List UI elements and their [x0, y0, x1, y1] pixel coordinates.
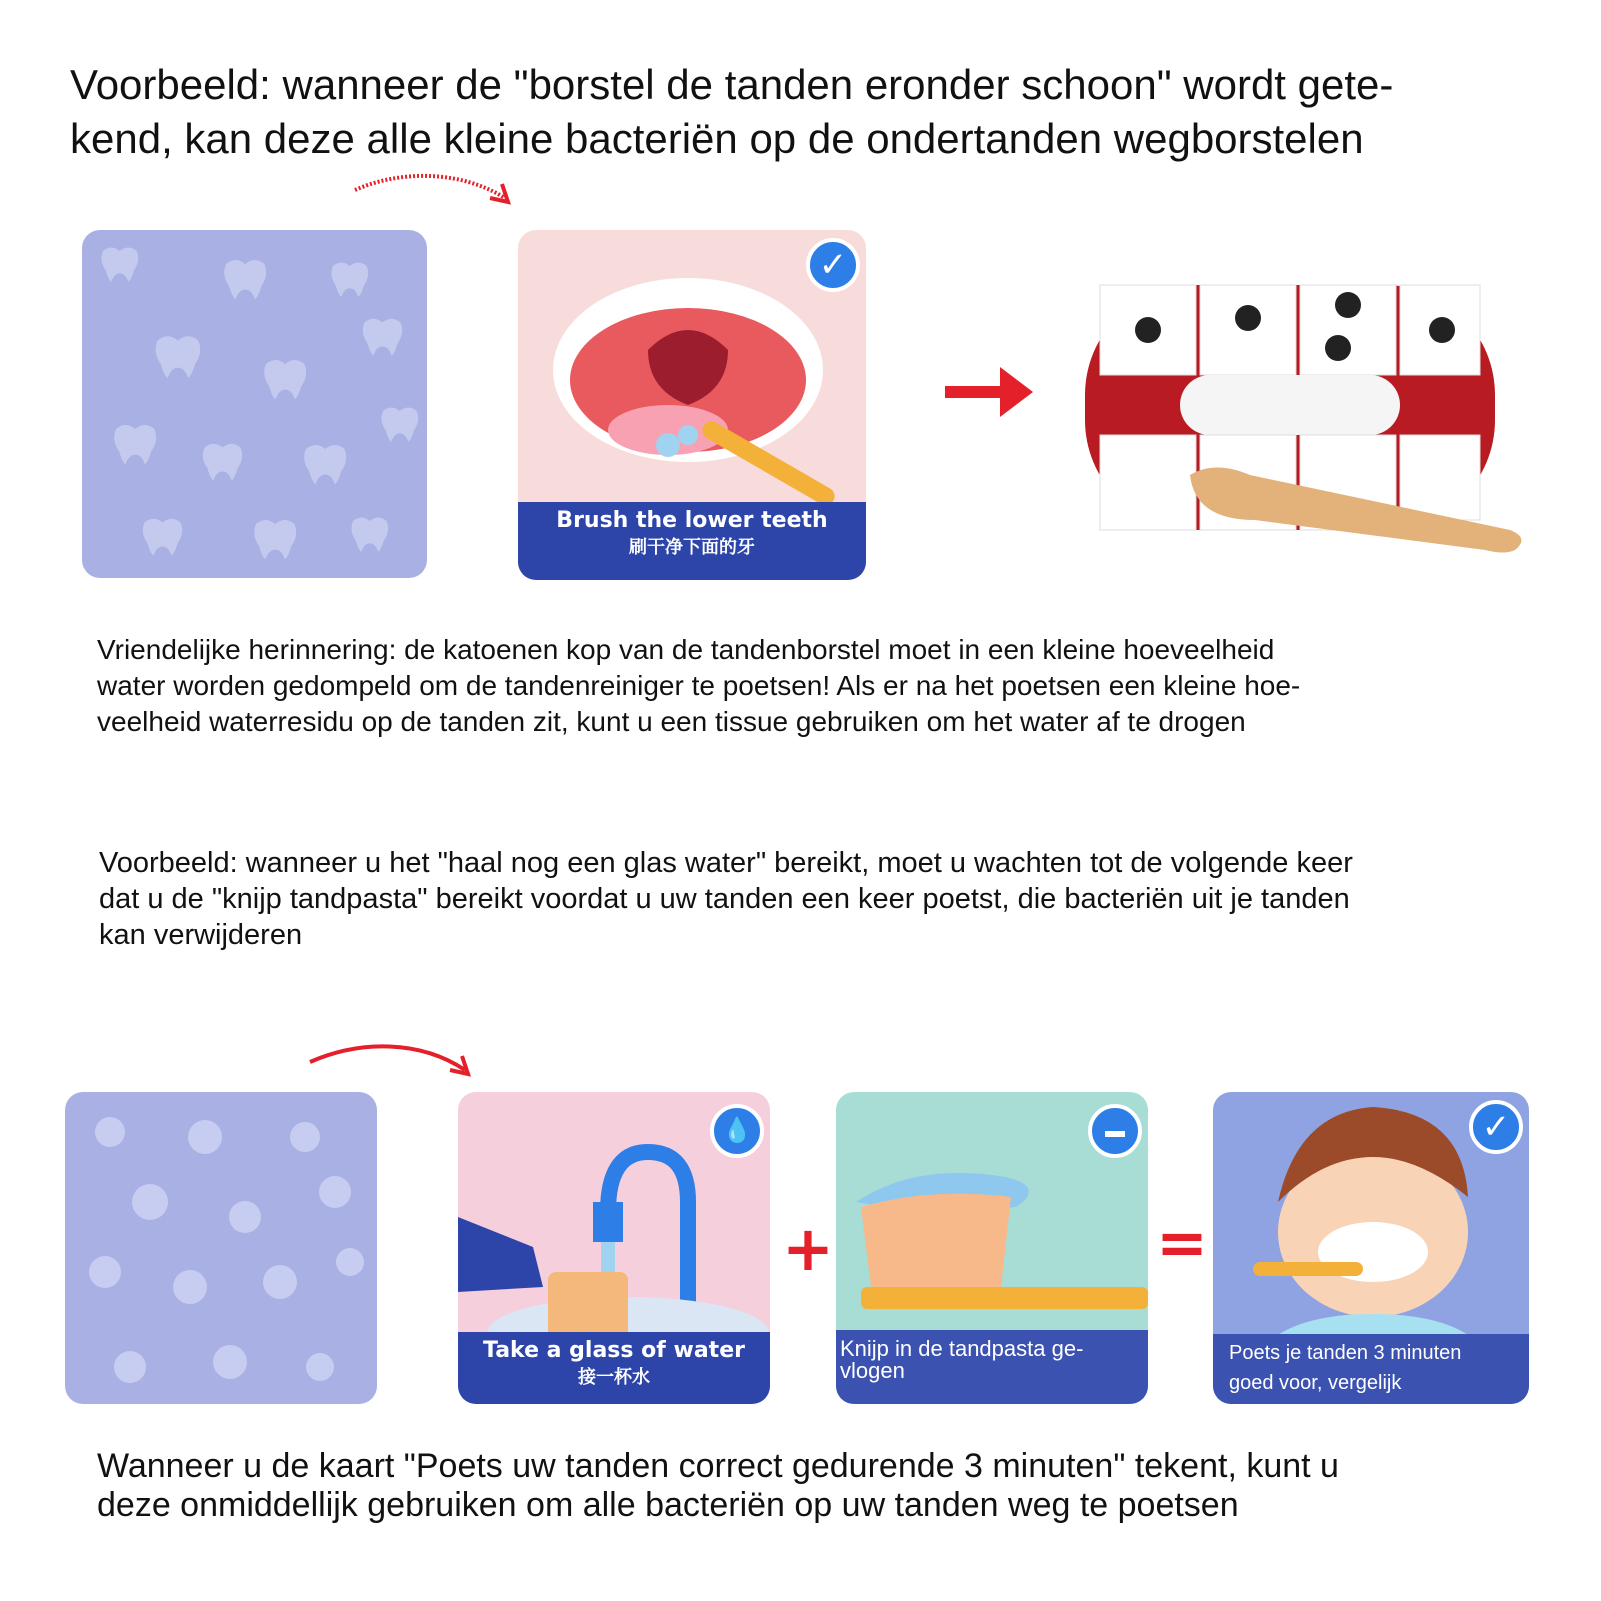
- curved-arrow-icon: [350, 168, 520, 218]
- card-label: [1213, 1334, 1529, 1404]
- equals-icon: =: [1156, 1206, 1208, 1279]
- reminder-line-1: Vriendelijke herinnering: de katoenen kop van de tandenborstel moet in een kleine hoeveelheid: [97, 634, 1275, 665]
- card-label: [458, 1332, 770, 1404]
- card-label-line-2: goed voor, vergelijk: [1229, 1372, 1402, 1394]
- card-label-line-2: vlogen: [840, 1358, 905, 1383]
- teeth-model-icon: [1080, 280, 1530, 590]
- card-glass-of-water: [458, 1092, 770, 1404]
- card-label-en: Take a glass of water: [483, 1338, 745, 1363]
- check-icon: ✓: [806, 238, 860, 292]
- card-label: [518, 502, 866, 580]
- card-toothpaste: [836, 1092, 1148, 1404]
- reminder-paragraph: [97, 632, 1517, 740]
- card-label-cn: 刷干净下面的牙: [629, 537, 755, 558]
- card-label: [836, 1330, 1148, 1404]
- heading-line-1: Voorbeeld: wanneer de "borstel de tanden eronder schoon" wordt gete-: [70, 61, 1394, 108]
- example3-line-2: deze onmiddellijk gebruiken om alle bacteriën op uw tanden weg te poetsen: [97, 1486, 1239, 1524]
- card-label-line-1: Knijp in de tandpasta ge-: [840, 1336, 1084, 1361]
- card-brush-lower-teeth: [518, 230, 866, 580]
- card-brush-3-minutes: [1213, 1092, 1529, 1404]
- card-label-line-1: Poets je tanden 3 minuten: [1229, 1342, 1462, 1364]
- example3-line-1: Wanneer u de kaart "Poets uw tanden correct gedurende 3 minuten" tekent, kunt u: [97, 1447, 1339, 1485]
- example2-line-3: kan verwijderen: [99, 919, 303, 951]
- example2-line-1: Voorbeeld: wanneer u het "haal nog een glas water" bereikt, moet u wachten tot de volgende keer: [99, 847, 1353, 879]
- reminder-line-2: water worden gedompeld om de tandenreiniger te poetsen! Als er na het poetsen een kleine hoe-: [97, 670, 1301, 701]
- example3-paragraph: [97, 1447, 1537, 1525]
- tooth-pattern-icon: [65, 1092, 377, 1404]
- plus-icon: +: [782, 1212, 834, 1285]
- minus-icon: ▬: [1088, 1104, 1142, 1158]
- card-label-cn: 接一杯水: [578, 1367, 650, 1388]
- check-icon: ✓: [1469, 1100, 1523, 1154]
- reminder-line-3: veelheid waterresidu op de tanden zit, kunt u een tissue gebruiken om het water af te drogen: [97, 706, 1246, 737]
- tooth-pattern-icon: [82, 230, 427, 578]
- card-label-en: Brush the lower teeth: [556, 508, 828, 533]
- heading-line-2: kend, kan deze alle kleine bacteriën op de ondertanden wegborstelen: [70, 115, 1364, 162]
- example2-paragraph: [99, 845, 1559, 953]
- water-drop-icon: 💧: [710, 1104, 764, 1158]
- right-arrow-icon: [945, 362, 1035, 422]
- curved-arrow-icon: [305, 1038, 485, 1088]
- card-back: [82, 230, 427, 578]
- card-back-2: [65, 1092, 377, 1404]
- example2-line-2: dat u de "knijp tandpasta" bereikt voordat u uw tanden een keer poetst, die bacteriën uit je tanden: [99, 883, 1350, 915]
- heading: [70, 58, 1510, 166]
